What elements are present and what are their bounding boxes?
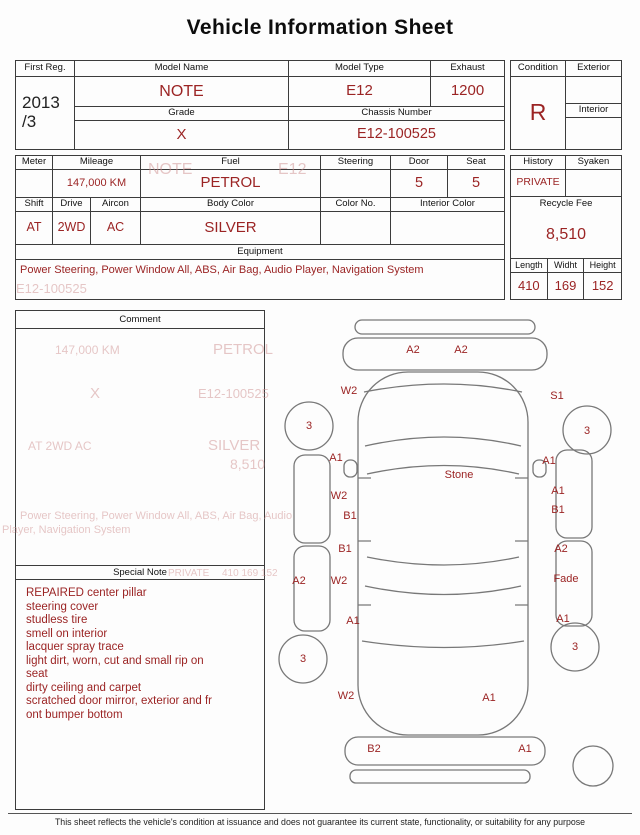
- history-table: [510, 155, 622, 300]
- ghost-text: 8,510: [230, 456, 266, 472]
- damage-mark: A1: [346, 615, 360, 627]
- condition-label: Condition: [511, 61, 566, 77]
- right-mirror: [533, 460, 546, 477]
- history-value: PRIVATE: [511, 170, 566, 196]
- damage-mark: A1: [518, 743, 532, 755]
- damage-mark: B2: [367, 743, 381, 755]
- height-value: 152: [591, 277, 614, 293]
- ghost-text: 147,000 KM: [55, 343, 120, 357]
- recycle-fee-value: 8,510: [545, 226, 587, 244]
- model-type-value: E12: [289, 77, 431, 107]
- rear-right-wheel: [551, 623, 599, 671]
- interior-label: Interior: [566, 104, 621, 118]
- grade-label: Grade: [75, 107, 289, 121]
- left-rear-side-panel: [294, 546, 330, 631]
- damage-mark: W2: [330, 490, 348, 502]
- ghost-text: Power Steering, Power Window All, ABS, Air Bag, Audio: [20, 510, 293, 522]
- windshield-top-line: [367, 466, 519, 475]
- seat-value: 5: [448, 170, 504, 198]
- page-title: Vehicle Information Sheet: [186, 16, 454, 39]
- rear-bumper: [345, 737, 545, 765]
- spare-wheel: [573, 746, 613, 786]
- damage-mark: W2: [337, 690, 355, 702]
- drive-label: Drive: [53, 198, 91, 212]
- width-value: 169: [548, 273, 585, 299]
- damage-mark: A2: [454, 344, 468, 356]
- ghost-text: 410 169 152: [222, 568, 278, 579]
- trunk-line: [362, 641, 524, 648]
- special-note-label: Special Note: [16, 566, 264, 580]
- color-no-value: [321, 212, 391, 245]
- ghost-text: AT 2WD AC: [28, 439, 92, 453]
- damage-mark: B1: [338, 543, 352, 555]
- exterior-value: [566, 77, 621, 104]
- condition-value: R: [511, 77, 566, 149]
- interior-color-value: [391, 212, 504, 245]
- exterior-label: Exterior: [566, 61, 621, 77]
- exhaust-value: 1200: [431, 77, 504, 107]
- ghost-text: SILVER: [208, 437, 261, 454]
- fuel-label: Fuel: [141, 156, 321, 170]
- model-name-value: NOTE: [75, 77, 289, 107]
- first-reg-label: First Reg.: [16, 61, 75, 77]
- steering-label: Steering: [321, 156, 391, 170]
- color-no-label: Color No.: [321, 198, 391, 212]
- damage-mark: S1: [550, 390, 564, 402]
- body-color-label: Body Color: [141, 198, 321, 212]
- ghost-text: Player, Navigation System: [2, 524, 131, 536]
- damage-mark: Fade: [553, 573, 579, 585]
- condition-table: [510, 60, 622, 150]
- equipment-value: Power Steering, Power Window All, ABS, Air Bag, Audio Player, Navigation System: [20, 264, 424, 276]
- right-front-side-panel: [556, 450, 592, 538]
- first-reg-value: 2013 /3: [16, 77, 75, 149]
- damage-mark: W2: [330, 575, 348, 587]
- ghost-text: NOTE: [148, 161, 193, 178]
- front-bumper: [343, 338, 547, 370]
- recycle-fee-label: Recycle Fee: [539, 198, 593, 210]
- rear-left-wheel: [279, 635, 327, 683]
- fuel-value: PETROL: [141, 170, 321, 198]
- car-diagram: [270, 310, 640, 810]
- aircon-value: AC: [91, 212, 141, 245]
- door-value: 5: [391, 170, 448, 198]
- model-name-label: Model Name: [75, 61, 289, 77]
- car-diagram-area: [270, 310, 640, 810]
- windshield-bottom-line: [365, 437, 521, 446]
- damage-mark: A1: [556, 613, 570, 625]
- ghost-text: E12-100525: [16, 281, 87, 296]
- meter-label: Meter: [16, 156, 53, 170]
- width-label: Widht: [548, 259, 585, 273]
- rear-window-bottom-line: [365, 586, 521, 595]
- damage-mark: B1: [551, 504, 565, 516]
- damage-mark: A2: [292, 575, 306, 587]
- model-type-label: Model Type: [289, 61, 431, 77]
- ghost-text: E12: [278, 161, 307, 178]
- mileage-label: Mileage: [53, 156, 141, 170]
- ghost-text: PRIVATE: [168, 568, 210, 579]
- ghost-text: E12-100525: [198, 386, 269, 401]
- chassis-number-label: Chassis Number: [289, 107, 504, 121]
- exhaust-label: Exhaust: [431, 61, 504, 77]
- damage-mark: B1: [343, 510, 357, 522]
- front-trim-strip: [355, 320, 535, 334]
- registration-table: [15, 60, 505, 150]
- ghost-text: X: [90, 385, 101, 402]
- length-value: 410: [511, 273, 548, 299]
- damage-mark: Stone: [444, 469, 474, 481]
- interior-color-label: Interior Color: [391, 198, 504, 212]
- steering-value: [321, 170, 391, 198]
- details-table: [15, 155, 505, 300]
- front-left-wheel: [285, 402, 333, 450]
- damage-mark: 3: [305, 420, 313, 432]
- damage-mark: A1: [551, 485, 565, 497]
- shift-label: Shift: [16, 198, 53, 212]
- shift-value: AT: [16, 212, 53, 245]
- length-label: Length: [511, 259, 548, 273]
- syaken-label: Syaken: [566, 156, 621, 170]
- mileage-value: 147,000 KM: [53, 170, 141, 198]
- left-mirror: [344, 460, 357, 477]
- seat-label: Seat: [448, 156, 504, 170]
- damage-mark: A1: [329, 452, 343, 464]
- meter-value: [16, 170, 53, 198]
- grade-value: X: [75, 121, 289, 149]
- front-right-wheel: [563, 406, 611, 454]
- damage-mark: 3: [571, 641, 579, 653]
- history-label: History: [511, 156, 566, 170]
- aircon-label: Aircon: [91, 198, 141, 212]
- ghost-text: PETROL: [213, 341, 274, 358]
- damage-mark: A2: [554, 543, 568, 555]
- damage-mark: W2: [340, 385, 358, 397]
- damage-mark: A1: [542, 455, 556, 467]
- equipment-label: Equipment: [16, 245, 504, 260]
- footer-divider: [8, 813, 632, 814]
- syaken-value: [566, 170, 621, 196]
- door-seam-lines: [358, 478, 528, 605]
- damage-mark: 3: [583, 425, 591, 437]
- interior-value: [566, 118, 621, 149]
- comment-box: [15, 310, 265, 566]
- damage-mark: A1: [482, 692, 496, 704]
- body-color-value: SILVER: [141, 212, 321, 245]
- special-note-box: [15, 565, 265, 810]
- hood-front-line: [364, 384, 522, 392]
- damage-mark: 3: [299, 653, 307, 665]
- car-body-outline: [358, 372, 528, 735]
- height-label: Height: [584, 259, 621, 273]
- special-note-text: REPAIRED center pillar steering cover studless tire smell on interior lacquer spray trace light dirt, worn, cut and small rip on seat dirty ceiling and carpet scratched door mirror, exterior and fr ont bumper bottom: [26, 587, 212, 721]
- left-front-side-panel: [294, 455, 330, 543]
- rear-window-top-line: [367, 557, 519, 565]
- chassis-number-value: E12-100525: [356, 126, 436, 143]
- rear-trim-strip: [350, 770, 530, 783]
- damage-mark: A2: [406, 344, 420, 356]
- footer-disclaimer: This sheet reflects the vehicle's condition at issuance and does not guarantee its current state, functionality, or suitability for any purpose: [54, 817, 586, 827]
- drive-value: 2WD: [53, 212, 91, 245]
- comment-label: Comment: [16, 311, 264, 329]
- door-label: Door: [391, 156, 448, 170]
- right-rear-side-panel: [556, 541, 592, 626]
